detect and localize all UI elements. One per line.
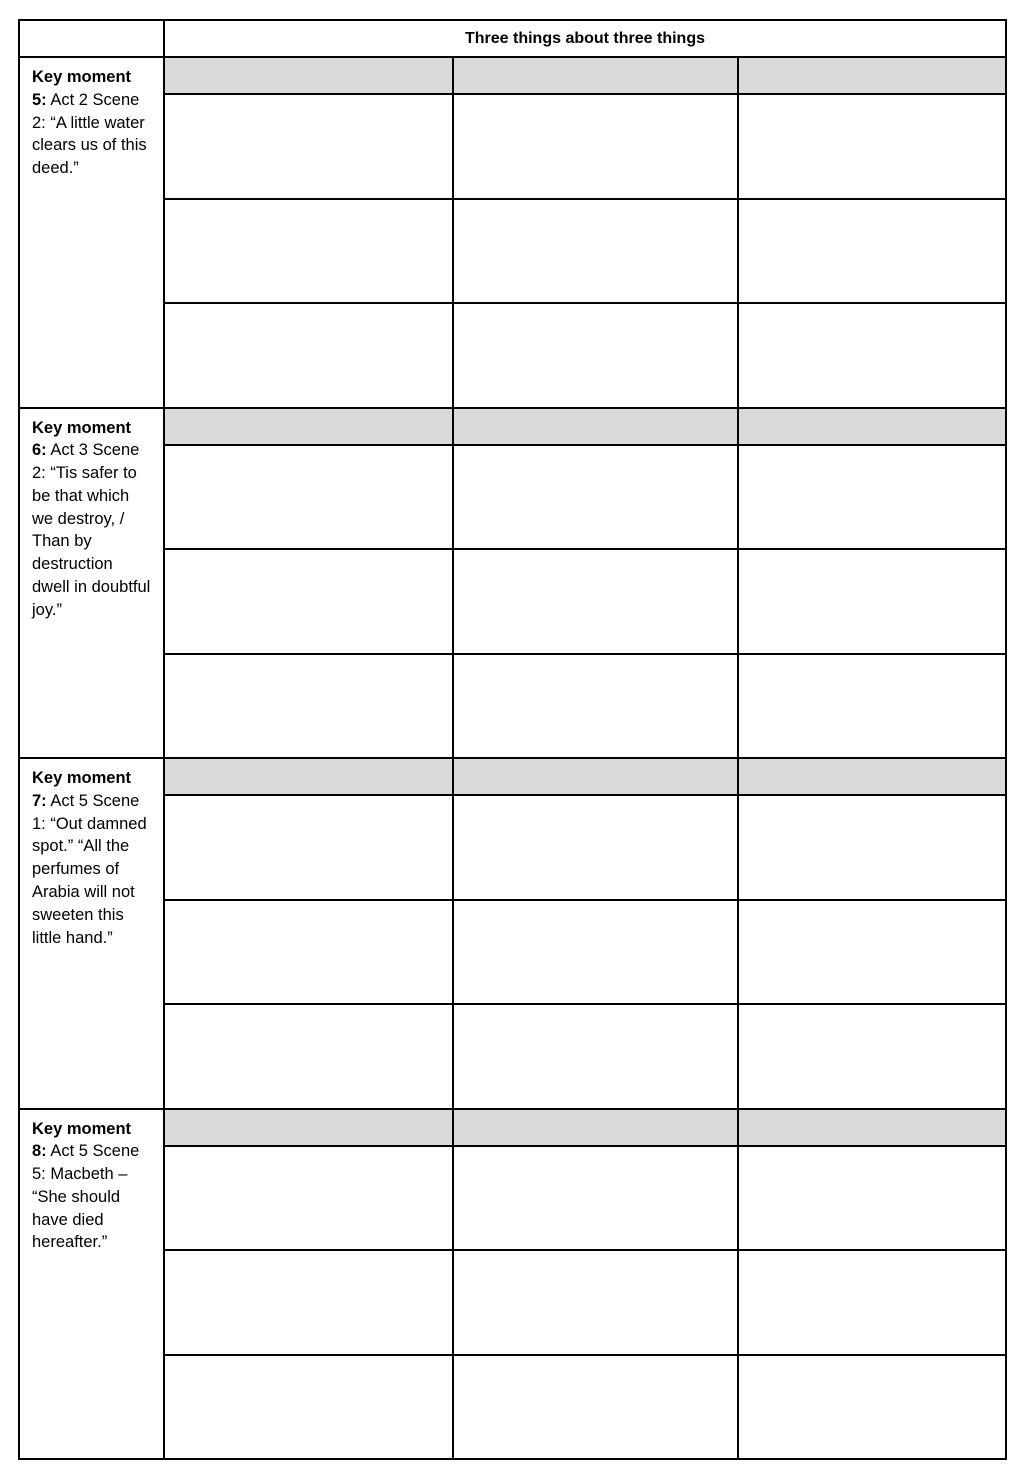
heading-cell[interactable] bbox=[738, 57, 1006, 94]
key-moment-5-cell bbox=[19, 57, 164, 408]
answer-cell[interactable] bbox=[738, 445, 1006, 550]
answer-cell[interactable] bbox=[164, 1004, 453, 1109]
answer-cell[interactable] bbox=[164, 1146, 453, 1251]
key-moment-6-cell bbox=[19, 408, 164, 759]
answer-cell[interactable] bbox=[738, 199, 1006, 304]
key-moment-quote: Act 3 Scene 2: “Tis safer to be that which we destroy, / Than by destruction dwell in doubtful joy.” bbox=[32, 441, 151, 619]
key-moment-label: Key moment bbox=[32, 68, 132, 86]
answer-cell[interactable] bbox=[738, 94, 1006, 199]
answer-cell[interactable] bbox=[453, 795, 738, 900]
heading-cell[interactable] bbox=[164, 57, 453, 94]
answer-cell[interactable] bbox=[453, 1355, 738, 1460]
answer-cell[interactable] bbox=[738, 549, 1006, 654]
answer-cell[interactable] bbox=[453, 303, 738, 408]
answer-row bbox=[19, 900, 1006, 1005]
answer-cell[interactable] bbox=[738, 1355, 1006, 1460]
heading-row-moment-6 bbox=[19, 408, 1006, 445]
heading-cell[interactable] bbox=[738, 408, 1006, 445]
answer-cell[interactable] bbox=[164, 199, 453, 304]
heading-cell[interactable] bbox=[164, 1109, 453, 1146]
answer-cell[interactable] bbox=[738, 795, 1006, 900]
heading-cell[interactable] bbox=[164, 408, 453, 445]
answer-row bbox=[19, 549, 1006, 654]
answer-cell[interactable] bbox=[738, 303, 1006, 408]
answer-cell[interactable] bbox=[453, 1004, 738, 1109]
key-moment-number: 6: bbox=[32, 441, 47, 460]
answer-cell[interactable] bbox=[164, 303, 453, 408]
header-row bbox=[19, 20, 1006, 57]
heading-cell[interactable] bbox=[453, 1109, 738, 1146]
answer-cell[interactable] bbox=[164, 1250, 453, 1355]
key-moment-label: Key moment bbox=[32, 769, 132, 787]
header-title: Three things about three things bbox=[164, 20, 1006, 57]
answer-row bbox=[19, 1004, 1006, 1109]
answer-row bbox=[19, 1146, 1006, 1251]
answer-cell[interactable] bbox=[738, 900, 1006, 1005]
key-moment-label: Key moment bbox=[32, 418, 132, 437]
answer-row bbox=[19, 199, 1006, 304]
heading-row-moment-8 bbox=[19, 1109, 1006, 1146]
heading-row-moment-7 bbox=[19, 758, 1006, 795]
answer-row bbox=[19, 445, 1006, 550]
header-corner-cell bbox=[19, 20, 164, 57]
key-moment-number: 5: bbox=[32, 90, 47, 109]
answer-row bbox=[19, 1355, 1006, 1460]
heading-cell[interactable] bbox=[453, 57, 738, 94]
key-moment-8-cell bbox=[19, 1109, 164, 1460]
answer-cell[interactable] bbox=[453, 1146, 738, 1251]
heading-cell[interactable] bbox=[738, 758, 1006, 795]
answer-row bbox=[19, 1250, 1006, 1355]
answer-cell[interactable] bbox=[164, 654, 453, 759]
answer-cell[interactable] bbox=[453, 199, 738, 304]
answer-cell[interactable] bbox=[164, 900, 453, 1005]
answer-cell[interactable] bbox=[738, 1004, 1006, 1109]
answer-row bbox=[19, 303, 1006, 408]
heading-cell[interactable] bbox=[164, 758, 453, 795]
answer-row bbox=[19, 795, 1006, 900]
answer-cell[interactable] bbox=[738, 654, 1006, 759]
answer-cell[interactable] bbox=[164, 94, 453, 199]
answer-cell[interactable] bbox=[164, 795, 453, 900]
answer-row bbox=[19, 94, 1006, 199]
answer-cell[interactable] bbox=[453, 549, 738, 654]
key-moment-number: 7: bbox=[32, 791, 47, 810]
key-moment-quote: Act 5 Scene 1: “Out damned spot.” “All the perfumes of Arabia will not sweeten this little hand.” bbox=[32, 791, 147, 947]
answer-cell[interactable] bbox=[738, 1250, 1006, 1355]
worksheet-table bbox=[18, 19, 1007, 1460]
key-moment-number: 8: bbox=[32, 1142, 47, 1161]
answer-cell[interactable] bbox=[453, 445, 738, 550]
key-moment-label: Key moment bbox=[32, 1119, 132, 1138]
answer-cell[interactable] bbox=[453, 900, 738, 1005]
answer-cell[interactable] bbox=[453, 1250, 738, 1355]
key-moment-7-cell bbox=[19, 758, 164, 1109]
answer-cell[interactable] bbox=[164, 549, 453, 654]
answer-cell[interactable] bbox=[738, 1146, 1006, 1251]
answer-cell[interactable] bbox=[164, 445, 453, 550]
heading-row-moment-5 bbox=[19, 57, 1006, 94]
answer-cell[interactable] bbox=[164, 1355, 453, 1460]
answer-row bbox=[19, 654, 1006, 759]
heading-cell[interactable] bbox=[738, 1109, 1006, 1146]
key-moment-quote: Act 2 Scene 2: “A little water clears us of this deed.” bbox=[32, 90, 147, 178]
answer-cell[interactable] bbox=[453, 654, 738, 759]
key-moment-quote: Act 5 Scene 5: Macbeth – “She should have died hereafter.” bbox=[32, 1142, 140, 1252]
heading-cell[interactable] bbox=[453, 408, 738, 445]
heading-cell[interactable] bbox=[453, 758, 738, 795]
answer-cell[interactable] bbox=[453, 94, 738, 199]
